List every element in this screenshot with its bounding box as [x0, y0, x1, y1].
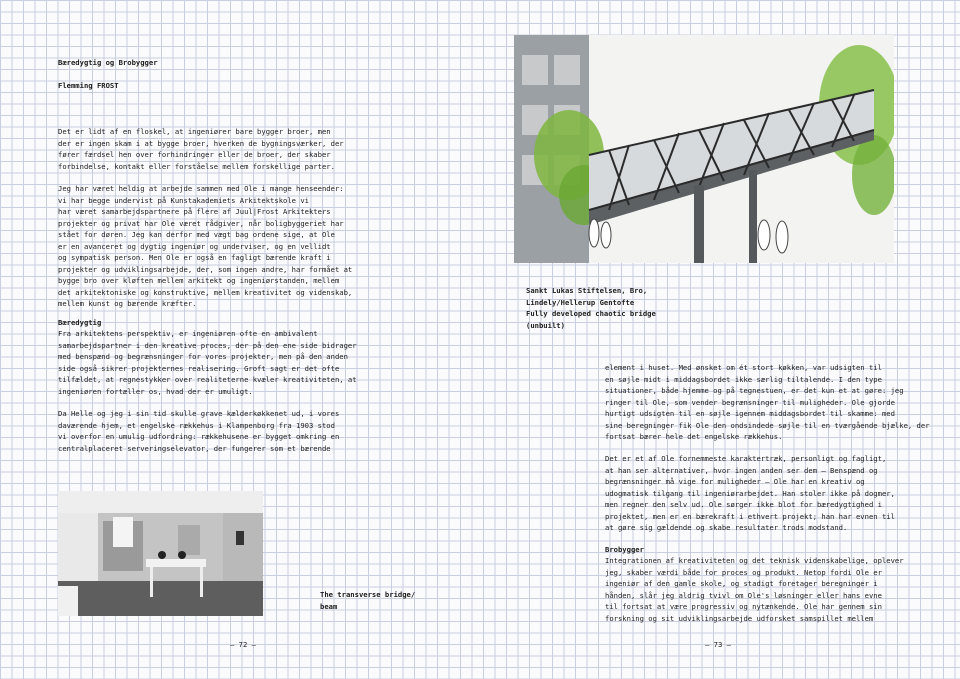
- section-heading-brobygger: Brobygger: [605, 545, 644, 554]
- interior-kitchen-photo: [58, 491, 263, 616]
- article-author: Flemming FROST: [58, 81, 119, 90]
- render-caption: Sankt Lukas Stiftelsen, Bro, Lindely/Hellerup Gentofte Fully developed chaotic bridge (unbuilt): [526, 286, 656, 330]
- left-paragraph-1: Det er lidt af en floskel, at ingeniører bare bygger broer, men der er ingen skam i at bygge broer, hverken de bygningsværker, der fører færdsel hen over forhindringer eller de broer, der skaber forbindelse, kontakt eller forståelse mellem forskellige parter.: [58, 127, 344, 171]
- left-paragraph-4: Da Helle og jeg i sin tid skulle grave kælderkøkkenet ud, i vores daværende hjem, et engelske rækkehus i Klampenborg fra 1903 stod vi overfor en umulig udfordring: rækkehusene er bygget omkring en centralplaceret serveringselevator, der fungerer som et bærende: [58, 409, 340, 453]
- right-paragraph-2: Det er et af Ole fornemmeste karaktertræk, personligt og fagligt, at han ser alternativer, hvor ingen anden ser dem – Benspænd og begrænsninger må vige for muligheder – Ole har en kreativ og udogmatisk tilgang til ingeniørarbejdet. Han stoler ikke på dogmer, men regner den selv ud. Ole sørger ikke blot for bæredygtighed i projektet, men er en bærekraft i ethvert projekt; han har evnen til at gøre sig gældende og skabe resultater trods modstand.: [605, 454, 895, 532]
- section-heading-baeredygtig: Bæredygtig: [58, 318, 102, 327]
- left-paragraph-3: Fra arkitektens perspektiv, er ingeniøren ofte en ambivalent samarbejdspartner i den kreative proces, der på den ene side bidrager med benspænd og begrænsninger for vores projekter, men på den anden side også sikrer projekternes realisering. Groft sagt er det ofte tilfældet, at regnestykker over realiteterne kvæler kreativiteten, at ingeniøren fortæller os, hvad der er umuligt.: [58, 329, 357, 396]
- right-paragraph-1: element i huset. Med ønsket om ét stort køkken, var udsigten til en søjle midt i middagsbordet ikke særlig tiltalende. I den type situationer, både hjemme og på tegnestuen, er det kun et at gøre: jeg ringer til Ole, som vender begrænsninger til muligheder. Ole gjorde hurtigt udsigten til en søjle igennem middagsbordet til skamme: med sine beregninger fik Ole den ondsindede søjle til en tværgående bjælke, der fortsat bærer hele det engelske rækkehus.: [605, 363, 930, 441]
- page-number-left: — 72 —: [230, 640, 256, 649]
- left-paragraph-2: Jeg har været heldig at arbejde sammen med Ole i mange henseender: vi har begge undervist på Kunstakademiets Arkitektskole vi har været samarbejdspartnere på flere af Juul|Frost Arkitekters projekter og privat har Ole været rådgiver, når boligbyggeriet har stået for døren. Jeg kan derfor med vægt bag ordene sige, at Ole er en avanceret og dygtig ingeniør og underviser, og en vellidt og sympatisk person. Men Ole er også en fagligt bærende kraft i projekter og udviklingsarbejde, der, som ingen andre, har formået at bygge bro over kløften mellem arkitekt og ingeniørstanden, mellem det arkitektoniske og konstruktive, mellem kreativitet og videnskab, mellem kunst og bærende kræfter.: [58, 184, 353, 308]
- bridge-render-image: [514, 35, 894, 263]
- article-title: Bæredygtig og Brobygger: [58, 58, 158, 67]
- right-paragraph-3: Integrationen af kreativiteten og det teknisk videnskabelige, oplever jeg, skaber værdi både for proces og produkt. Netop fordi Ole er ingeniør af den gamle skole, og stadigt foretager beregninger i hånden, slår jeg aldrig tvivl om Ole's løsninger eller hans evne til fortsat at være progressiv og nytænkende. Ole har gennem sin forskning og sit udviklingsarbejde udforsket samspillet mellem: [605, 556, 904, 623]
- page-number-right: — 73 —: [705, 640, 731, 649]
- photo-caption: The transverse bridge/ beam: [320, 590, 416, 611]
